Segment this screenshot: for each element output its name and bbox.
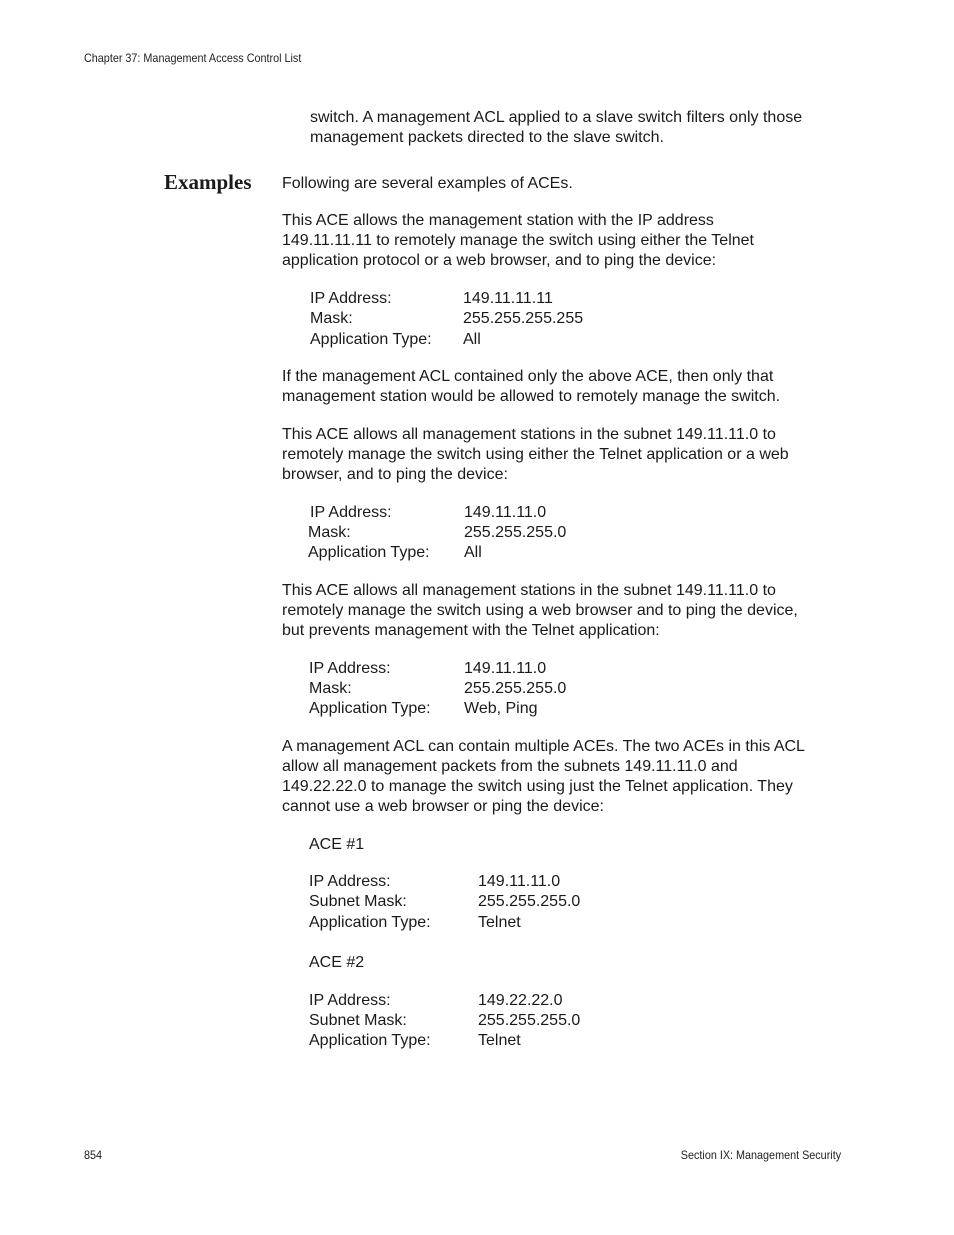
example3-label-apptype: Application Type: — [309, 700, 431, 717]
example3-label-mask: Mask: — [309, 680, 352, 697]
example3-label-ip: IP Address: — [309, 660, 391, 677]
example1-value-apptype: All — [463, 331, 481, 348]
text-line: This ACE allows all management stations in the subnet 149.11.11.0 to — [282, 582, 776, 599]
ace1-label-mask: Subnet Mask: — [309, 893, 407, 910]
text-line: remotely manage the switch using either the Telnet application or a web — [282, 446, 789, 463]
text-line: browser, and to ping the device: — [282, 466, 508, 483]
text-line: Following are several examples of ACEs. — [282, 175, 573, 192]
text-line: cannot use a web browser or ping the device: — [282, 798, 604, 815]
ace1-label-apptype: Application Type: — [309, 914, 431, 931]
example2-value-apptype: All — [464, 544, 482, 561]
ace2-label-mask: Subnet Mask: — [309, 1012, 407, 1029]
example2-label-apptype: Application Type: — [308, 544, 430, 561]
example3-value-mask: 255.255.255.0 — [464, 680, 567, 697]
example1-description — [282, 211, 754, 271]
running-header: Chapter 37: Management Access Control List — [84, 51, 302, 65]
ace2-label-apptype: Application Type: — [309, 1032, 431, 1049]
text-line: remotely manage the switch using a web browser and to ping the device, — [282, 602, 798, 619]
text-line: This ACE allows the management station with the IP address — [282, 212, 714, 229]
ace2-value-apptype: Telnet — [478, 1032, 521, 1049]
ace2-label-ip: IP Address: — [309, 992, 391, 1009]
page-number: 854 — [84, 1148, 103, 1162]
text-line: management station would be allowed to remotely manage the switch. — [282, 388, 781, 405]
running-footer-section: Section IX: Management Security — [680, 1148, 841, 1162]
ace2-value-mask: 255.255.255.0 — [478, 1012, 581, 1029]
text-line: allow all management packets from the subnets 149.11.11.0 and — [282, 758, 738, 775]
example3-description — [282, 581, 798, 641]
ace1-value-apptype: Telnet — [478, 914, 521, 931]
text-line: This ACE allows all management stations in the subnet 149.11.11.0 to — [282, 426, 776, 443]
example1-note — [282, 367, 780, 407]
text-line: application protocol or a web browser, and to ping the device: — [282, 252, 717, 269]
ace1-title: ACE #1 — [309, 836, 365, 853]
text-line: but prevents management with the Telnet application: — [282, 622, 660, 639]
ace1-value-ip: 149.11.11.0 — [478, 873, 561, 890]
section-heading: Examples — [164, 170, 252, 194]
text-line: 149.11.11.11 to remotely manage the switch using either the Telnet — [282, 232, 754, 249]
text-line: 149.22.22.0 to manage the switch using just the Telnet application. They — [282, 778, 793, 795]
example4-description — [282, 737, 805, 817]
intro-paragraph — [310, 108, 802, 148]
section-lead — [282, 174, 573, 194]
text-line: A management ACL can contain multiple ACEs. The two ACEs in this ACL — [282, 738, 805, 755]
example2-value-mask: 255.255.255.0 — [464, 524, 567, 541]
text-line: If the management ACL contained only the above ACE, then only that — [282, 368, 774, 385]
example1-label-mask: Mask: — [310, 310, 353, 327]
example2-label-mask: Mask: — [308, 524, 351, 541]
example2-label-ip: IP Address: — [310, 504, 392, 521]
ace1-label-ip: IP Address: — [309, 873, 391, 890]
example2-value-ip: 149.11.11.0 — [464, 504, 547, 521]
example1-value-mask: 255.255.255.255 — [463, 310, 584, 327]
example3-value-apptype: Web, Ping — [464, 700, 538, 717]
example3-value-ip: 149.11.11.0 — [464, 660, 547, 677]
example2-description — [282, 425, 789, 485]
example1-label-apptype: Application Type: — [310, 331, 432, 348]
ace2-title: ACE #2 — [309, 954, 365, 971]
example1-label-ip: IP Address: — [310, 290, 392, 307]
ace1-value-mask: 255.255.255.0 — [478, 893, 581, 910]
example1-value-ip: 149.11.11.11 — [463, 290, 553, 307]
text-line: management packets directed to the slave switch. — [310, 129, 664, 146]
text-line: switch. A management ACL applied to a slave switch filters only those — [310, 109, 803, 126]
ace2-value-ip: 149.22.22.0 — [478, 992, 563, 1009]
